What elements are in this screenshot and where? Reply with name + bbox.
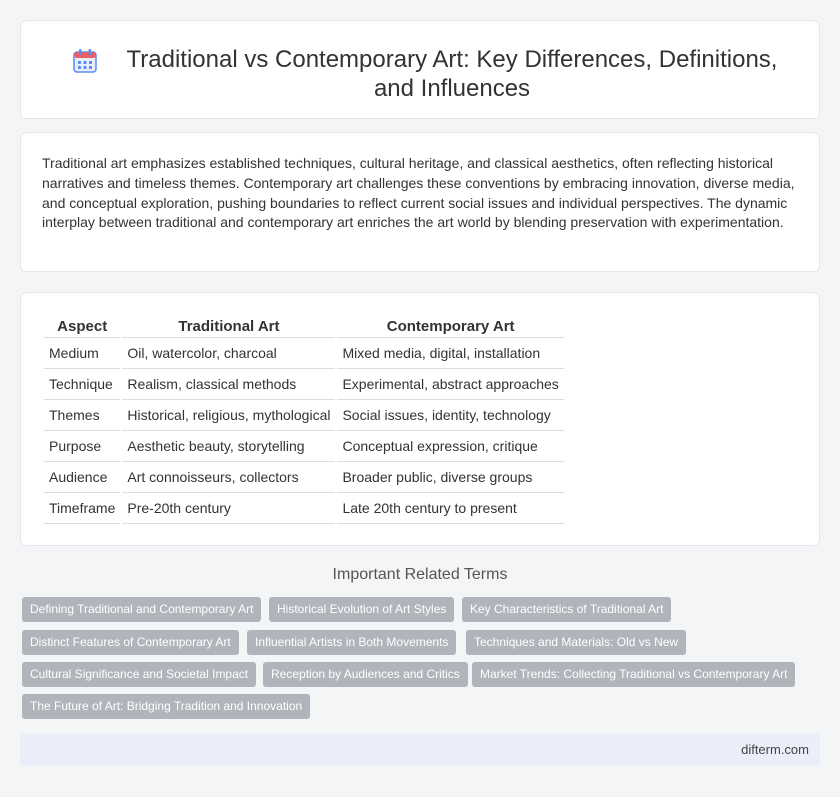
- related-term-link[interactable]: The Future of Art: Bridging Tradition and Innovation: [22, 694, 310, 719]
- intro-paragraph: Traditional art emphasizes established techniques, cultural heritage, and classical aesthetics, often reflecting historical narratives and timeless themes. Contemporary art challenges these conventions by embracing innovation, diverse media, and conceptual exploration, pushing boundaries to reflect current social issues and individual perspectives. The dynamic interplay between traditional and contemporary art enriches the art world by blending preservation with experimentation.: [42, 155, 795, 231]
- cell-aspect: Timeframe: [44, 493, 120, 524]
- cell-aspect: Audience: [44, 462, 120, 493]
- related-term-link[interactable]: Market Trends: Collecting Traditional vs Contemporary Art: [472, 662, 795, 687]
- cell-contemporary: Mixed media, digital, installation: [337, 338, 563, 369]
- cell-contemporary: Experimental, abstract approaches: [337, 369, 563, 400]
- table-header-row: [44, 314, 564, 338]
- table-row: [44, 462, 564, 493]
- related-term-link[interactable]: Distinct Features of Contemporary Art: [22, 630, 239, 655]
- page-title: Traditional vs Contemporary Art: Key Differences, Definitions, and Influences: [126, 46, 778, 102]
- site-name[interactable]: difterm.com: [741, 742, 809, 757]
- cell-aspect: Purpose: [44, 431, 120, 462]
- calendar-icon: [71, 47, 99, 75]
- table-row: [44, 431, 564, 462]
- cell-contemporary: Late 20th century to present: [337, 493, 563, 524]
- header-traditional: Traditional Art: [122, 314, 335, 338]
- related-term-link[interactable]: Techniques and Materials: Old vs New: [466, 630, 686, 655]
- cell-contemporary: Social issues, identity, technology: [337, 400, 563, 431]
- comparison-table: [42, 314, 566, 524]
- cell-traditional: Aesthetic beauty, storytelling: [122, 431, 335, 462]
- comparison-table-card: [20, 292, 820, 546]
- table-row: [44, 493, 564, 524]
- table-row: [44, 369, 564, 400]
- cell-contemporary: Broader public, diverse groups: [337, 462, 563, 493]
- related-term-link[interactable]: Historical Evolution of Art Styles: [269, 597, 454, 622]
- cell-traditional: Pre-20th century: [122, 493, 335, 524]
- cell-aspect: Medium: [44, 338, 120, 369]
- intro-card: [20, 132, 820, 272]
- related-term-link[interactable]: Key Characteristics of Traditional Art: [462, 597, 671, 622]
- cell-aspect: Themes: [44, 400, 120, 431]
- header-contemporary: Contemporary Art: [337, 314, 563, 338]
- cell-contemporary: Conceptual expression, critique: [337, 431, 563, 462]
- title-card: [20, 20, 820, 119]
- header-aspect: Aspect: [44, 314, 120, 338]
- cell-aspect: Technique: [44, 369, 120, 400]
- related-terms-heading: Important Related Terms: [332, 566, 508, 583]
- cell-traditional: Art connoisseurs, collectors: [122, 462, 335, 493]
- cell-traditional: Historical, religious, mythological: [122, 400, 335, 431]
- table-row: [44, 400, 564, 431]
- footer: [20, 734, 820, 766]
- table-row: [44, 338, 564, 369]
- cell-traditional: Oil, watercolor, charcoal: [122, 338, 335, 369]
- related-term-link[interactable]: Cultural Significance and Societal Impact: [22, 662, 256, 687]
- cell-traditional: Realism, classical methods: [122, 369, 335, 400]
- related-term-link[interactable]: Influential Artists in Both Movements: [247, 630, 456, 655]
- related-term-link[interactable]: Defining Traditional and Contemporary Art: [22, 597, 261, 622]
- related-term-link[interactable]: Reception by Audiences and Critics: [263, 662, 468, 687]
